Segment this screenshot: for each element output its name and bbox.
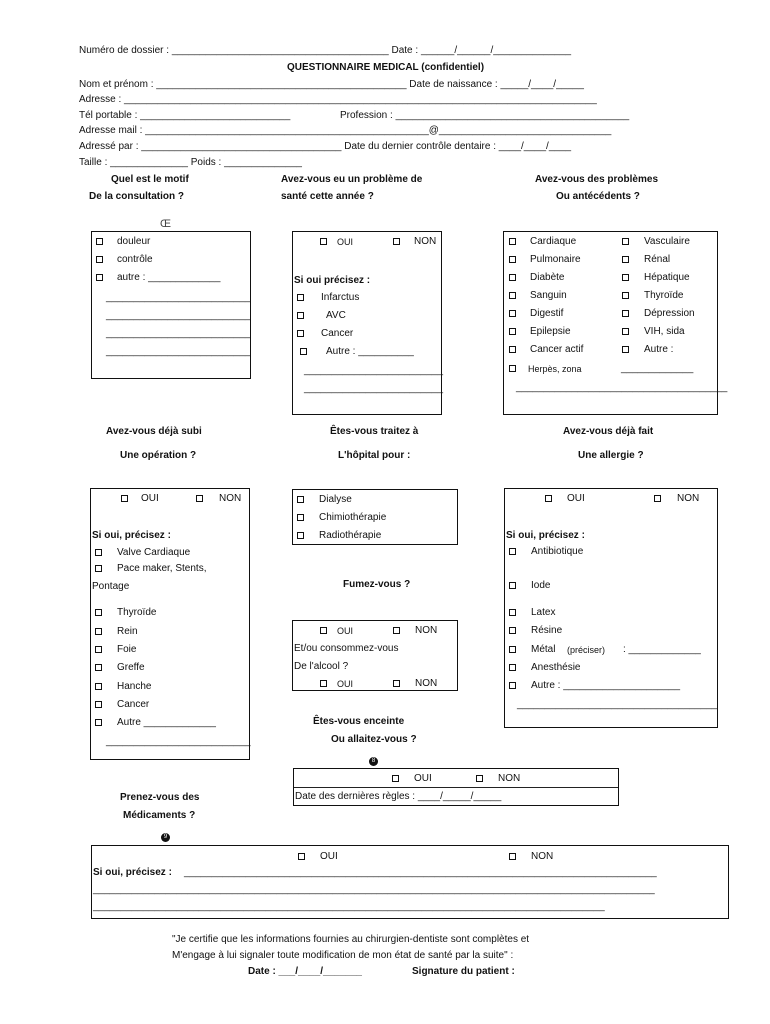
checkbox-cancer-actif[interactable] [509,346,516,353]
operation-oui-label: OUI [141,493,159,504]
option-allergie-autre[interactable]: Autre : _____________________ [531,680,681,691]
option-infarctus: Infarctus [321,292,360,303]
motif-line-4[interactable]: __________________________ [106,346,251,357]
option-antibiotique: Antibiotique [531,546,584,557]
option-hepatique: Hépatique [644,272,690,283]
medicaments-question-line2: Médicaments ? [123,810,196,821]
alcool-question-line2: De l'alcool ? [294,661,349,672]
fumez-question: Fumez-vous ? [343,579,411,590]
checkbox-renal[interactable] [622,256,629,263]
name-birthdate-line[interactable]: Nom et prénom : _____________________________________________ Date de naissance : _____/____/_____ [79,79,584,90]
checkbox-alcool-oui[interactable] [320,680,327,687]
option-op-thyroide: Thyroïde [117,607,157,618]
checkbox-enceinte-oui[interactable] [392,775,399,782]
option-chimio: Chimiothérapie [319,512,387,523]
enceinte-oui-label: OUI [414,773,432,784]
metal-line[interactable]: : _____________ [623,644,701,655]
option-sanguin: Sanguin [530,290,567,301]
option-resine: Résine [531,625,563,636]
referred-by-line[interactable]: Adressé par : ____________________________________ Date du dernier contrôle dentaire : ____/____/____ [79,141,572,152]
checkbox-foie[interactable] [95,646,102,653]
checkbox-operation-non[interactable] [196,495,203,502]
checkbox-cardiaque[interactable] [509,238,516,245]
medicaments-question-line1: Prenez-vous des [120,792,200,803]
option-op-cancer: Cancer [117,699,150,710]
page-title: QUESTIONNAIRE MEDICAL (confidentiel) [287,62,485,73]
option-pace-maker: Pace maker, Stents, [117,563,207,574]
section-number-9: 9 [161,833,170,842]
checkbox-sante-autre[interactable] [300,348,307,355]
checkbox-valve[interactable] [95,549,102,556]
checkbox-sanguin[interactable] [509,292,516,299]
option-metal-preciser: (préciser) [567,645,606,655]
checkbox-chimio[interactable] [297,514,304,521]
hopital-box [292,489,458,545]
checkbox-fumez-non[interactable] [393,627,400,634]
sante-non-label: NON [414,236,437,247]
operation-question-line2: Une opération ? [120,450,197,461]
sante-question-line1: Avez-vous eu un problème de [281,174,423,185]
operation-box [90,488,250,760]
checkbox-cancer[interactable] [297,330,304,337]
motif-line-3[interactable]: __________________________ [106,328,251,339]
option-thyroide: Thyroïde [644,290,684,301]
option-depression: Dépression [644,308,695,319]
checkbox-alcool-non[interactable] [393,680,400,687]
certify-line1: "Je certifie que les informations fournies au chirurgien-dentiste sont complètes et [172,934,530,945]
option-renal: Rénal [644,254,671,265]
email-line[interactable]: Adresse mail : ___________________________________________________@_______________________________ [79,125,612,136]
option-hanche: Hanche [117,681,152,692]
section-number-8: 8 [369,757,378,766]
motif-box [91,231,251,379]
motif-question-line1: Quel est le motif [111,174,189,185]
checkbox-operation-oui[interactable] [121,495,128,502]
checkbox-pace-maker[interactable] [95,565,102,572]
checkbox-medicaments-oui[interactable] [298,853,305,860]
operation-non-label: NON [219,493,242,504]
medicaments-oui-label: OUI [320,851,338,862]
checkbox-iode[interactable] [509,582,516,589]
option-diabete: Diabète [530,272,565,283]
address-line[interactable]: Adresse : _____________________________________________________________________________________ [79,94,597,105]
checkbox-enceinte-non[interactable] [476,775,483,782]
allergie-precisez: Si oui, précisez : [506,530,585,541]
allergie-line[interactable]: ____________________________________ [517,699,718,710]
sante-box [292,231,442,415]
option-cancer-actif: Cancer actif [530,344,584,355]
checkbox-allergie-autre[interactable] [509,682,516,689]
allergie-oui-label: OUI [567,493,585,504]
certify-line2: M'engage à lui signaler toute modification de mon état de santé par la suite" : [172,950,514,961]
option-cancer: Cancer [321,328,354,339]
enceinte-divider [294,787,618,788]
sante-line-2[interactable]: _________________________ [304,383,444,394]
option-autre[interactable]: autre : _____________ [117,272,221,283]
fumez-non-label: NON [415,625,438,636]
option-op-autre[interactable]: Autre _____________ [117,717,216,728]
option-cardiaque: Cardiaque [530,236,577,247]
medicaments-line-1[interactable]: _____________________________________________________________________________________ [184,867,657,878]
checkbox-anesthesie[interactable] [509,664,516,671]
checkbox-vih[interactable] [622,328,629,335]
checkbox-depression[interactable] [622,310,629,317]
checkbox-autre[interactable] [96,274,103,281]
option-pontage: Pontage [92,581,130,592]
checkbox-rein[interactable] [95,628,102,635]
alcool-question-line1: Et/ou consommez-vous [294,643,399,654]
checkbox-op-cancer[interactable] [95,701,102,708]
allergie-question-line1: Avez-vous déjà fait [563,426,654,437]
checkbox-thyroide[interactable] [622,292,629,299]
medicaments-precisez: Si oui, précisez : [93,867,172,878]
checkbox-herpes[interactable] [509,365,516,372]
option-iode: Iode [531,580,551,591]
checkbox-antecedents-autre[interactable] [622,346,629,353]
operation-precisez-text: Si oui, précisez : [92,530,171,541]
signature-date[interactable]: Date : ___/____/_______ [248,966,362,977]
allergie-box [504,488,718,728]
antecedents-question-line1: Avez-vous des problèmes [535,174,659,185]
regles-line[interactable]: Date des dernières règles : ____/_____/_____ [295,791,502,802]
checkbox-resine[interactable] [509,627,516,634]
medicaments-line-3[interactable]: ____________________________________________________________________________________________ [93,901,605,912]
medicaments-non-label: NON [531,851,554,862]
checkbox-allergie-oui[interactable] [545,495,552,502]
option-epilepsie: Epilepsie [530,326,571,337]
checkbox-sante-oui[interactable] [320,238,327,245]
option-dialyse: Dialyse [319,494,352,505]
profession-line[interactable]: Profession : __________________________________________ [340,110,630,121]
checkbox-infarctus[interactable] [297,294,304,301]
option-controle: contrôle [117,254,153,265]
checkbox-antibiotique[interactable] [509,548,516,555]
phone-line[interactable]: Tél portable : ___________________________ [79,110,291,121]
height-weight-line[interactable]: Taille : ______________ Poids : ______________ [79,157,302,168]
option-radio: Radiothérapie [319,530,382,541]
option-pulmonaire: Pulmonaire [530,254,581,265]
checkbox-sante-non[interactable] [393,238,400,245]
checkbox-hepatique[interactable] [622,274,629,281]
checkbox-latex[interactable] [509,609,516,616]
medicaments-box [91,845,729,919]
checkbox-radio[interactable] [297,532,304,539]
checkbox-greffe[interactable] [95,664,102,671]
checkbox-epilepsie[interactable] [509,328,516,335]
checkbox-allergie-non[interactable] [654,495,661,502]
sante-precisez: Si oui précisez : [294,275,371,286]
dossier-line[interactable]: Numéro de dossier : _______________________________________ Date : ______/______/______________ [79,45,572,56]
checkbox-op-autre[interactable] [95,719,102,726]
option-latex: Latex [531,607,556,618]
option-vasculaire: Vasculaire [644,236,690,247]
option-douleur: douleur [117,236,151,247]
antecedents-line[interactable]: ______________________________________ [516,382,728,393]
checkbox-diabete[interactable] [509,274,516,281]
antecedents-box [503,231,728,415]
allergie-question-line2: Une allergie ? [578,450,644,461]
option-antecedents-autre: Autre : [644,344,674,355]
operation-question-line1: Avez-vous déjà subi [106,426,202,437]
option-digestif: Digestif [530,308,564,319]
fumez-oui-label: OUI [337,626,354,636]
checkbox-digestif[interactable] [509,310,516,317]
medicaments-line-2[interactable]: _____________________________________________________________________________________________________ [93,884,655,895]
sante-question-line2: santé cette année ? [281,191,374,202]
option-valve: Valve Cardiaque [117,547,191,558]
section-mark: Œ [160,218,171,230]
checkbox-metal[interactable] [509,646,516,653]
motif-line-1[interactable]: __________________________ [106,292,251,303]
fumez-box [292,620,458,691]
antecedents-question-line2: Ou antécédents ? [556,191,640,202]
operation-line[interactable]: __________________________ [106,736,251,747]
checkbox-pulmonaire[interactable] [509,256,516,263]
alcool-non-label: NON [415,678,438,689]
checkbox-dialyse[interactable] [297,496,304,503]
option-foie: Foie [117,644,137,655]
enceinte-question-line1: Êtes-vous enceinte [313,716,405,727]
option-metal: Métal [531,644,556,655]
checkbox-controle[interactable] [96,256,103,263]
checkbox-avc[interactable] [297,312,304,319]
enceinte-non-label: NON [498,773,521,784]
allergie-non-label: NON [677,493,700,504]
hopital-question-line2: L'hôpital pour : [338,450,411,461]
option-sante-autre[interactable]: Autre : __________ [326,346,414,357]
motif-line-2[interactable]: __________________________ [106,310,251,321]
signature-label[interactable]: Signature du patient : [412,966,515,977]
option-anesthesie: Anesthésie [531,662,581,673]
hopital-question-line1: Êtes-vous traitez à [330,426,419,437]
checkbox-hanche[interactable] [95,683,102,690]
sante-line-1[interactable]: _________________________ [304,365,444,376]
option-greffe: Greffe [117,662,145,673]
option-avc: AVC [326,310,346,321]
alcool-oui-label: OUI [337,679,354,689]
option-herpes: Herpès, zona [528,364,582,374]
checkbox-douleur[interactable] [96,238,103,245]
enceinte-box [293,768,619,806]
motif-question-line2: De la consultation ? [89,191,185,202]
option-rein: Rein [117,626,138,637]
enceinte-question-line2: Ou allaitez-vous ? [331,734,417,745]
checkbox-medicaments-non[interactable] [509,853,516,860]
checkbox-vasculaire[interactable] [622,238,629,245]
sante-oui-label: OUI [337,237,354,247]
operation-precisez [92,530,171,542]
antecedents-autre-line[interactable]: _____________ [621,363,694,374]
checkbox-fumez-oui[interactable] [320,627,327,634]
option-vih: VIH, sida [644,326,685,337]
checkbox-op-thyroide[interactable] [95,609,102,616]
